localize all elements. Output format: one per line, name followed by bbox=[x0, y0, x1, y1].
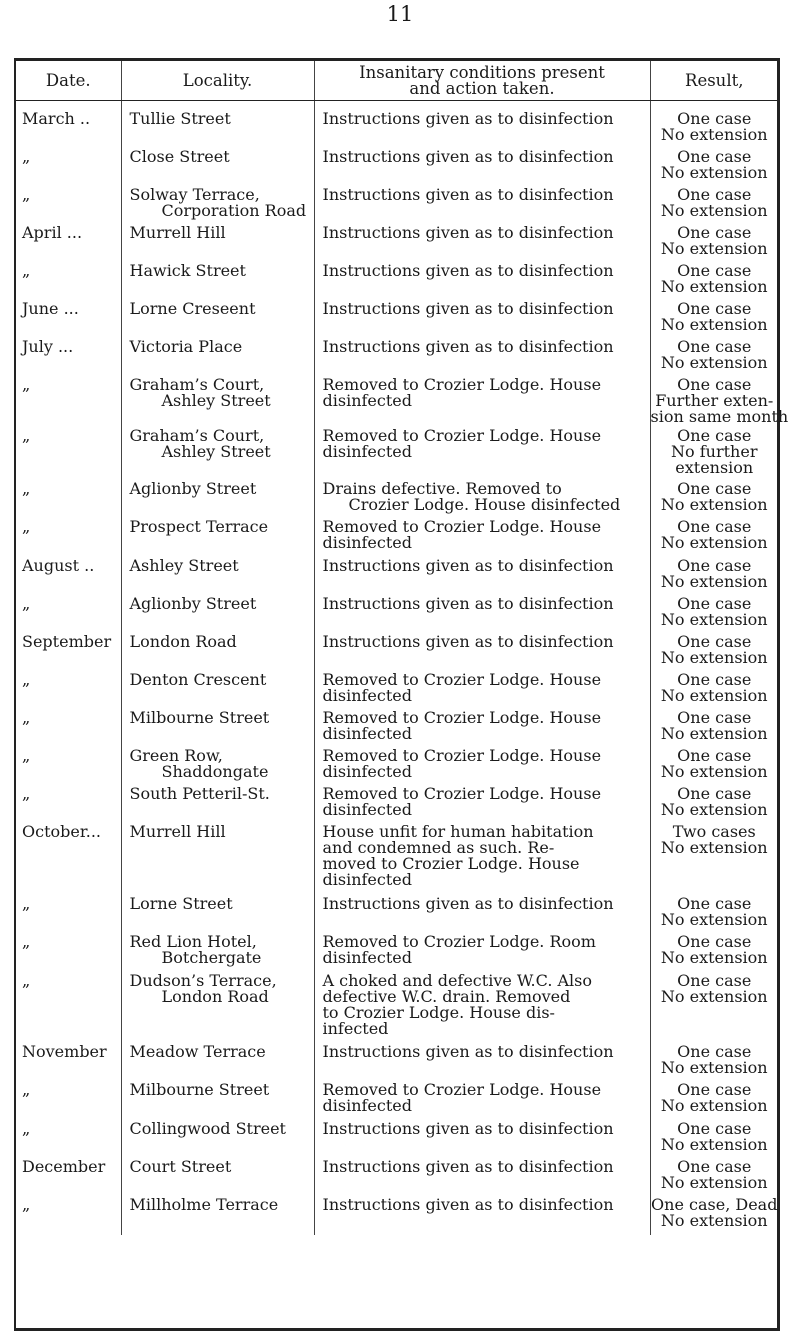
row-locality-line: Close Street bbox=[129, 146, 230, 166]
row-result bbox=[650, 516, 778, 558]
row-locality-line: Ashley Street bbox=[129, 555, 239, 575]
row-action-line: Instructions given as to disinfection bbox=[322, 222, 614, 242]
table-row bbox=[16, 377, 778, 428]
table-row bbox=[16, 101, 778, 149]
row-date: „ bbox=[22, 1194, 31, 1214]
table-row bbox=[16, 481, 778, 519]
row-action-line: Removed to Crozier Lodge. House bbox=[322, 745, 602, 765]
row-locality-line: Meadow Terrace bbox=[129, 1041, 266, 1061]
row-date: October... bbox=[22, 821, 101, 841]
row-date: „ bbox=[22, 893, 31, 913]
row-action bbox=[314, 555, 650, 596]
row-action-line: disinfected bbox=[322, 761, 412, 781]
row-locality bbox=[121, 516, 314, 558]
row-date: „ bbox=[22, 425, 31, 445]
row-action bbox=[314, 893, 650, 934]
row-result bbox=[650, 783, 778, 824]
table-row bbox=[16, 934, 778, 973]
row-locality bbox=[121, 707, 314, 748]
row-action-line: Instructions given as to disinfection bbox=[322, 1156, 614, 1176]
row-result-line: One case bbox=[677, 631, 752, 651]
row-result-line: One case bbox=[677, 593, 752, 613]
row-action-line: disinfected bbox=[322, 1095, 412, 1115]
row-result bbox=[650, 707, 778, 748]
row-locality-line: Botchergate bbox=[161, 947, 262, 967]
row-action-line: House unfit for human habitation bbox=[322, 821, 594, 841]
row-action-line: Instructions given as to disinfection bbox=[322, 555, 614, 575]
row-date: „ bbox=[22, 374, 31, 394]
row-action-line: to Crozier Lodge. House dis- bbox=[322, 1002, 555, 1022]
row-result-line: No extension bbox=[660, 1057, 768, 1077]
row-action-line: Crozier Lodge. House disinfected bbox=[348, 494, 621, 514]
row-result-line: One case bbox=[677, 555, 752, 575]
row-action-line: A choked and defective W.C. Also bbox=[322, 970, 592, 990]
row-action-line: infected bbox=[322, 1018, 389, 1038]
row-result-line: No extension bbox=[660, 1172, 768, 1192]
row-locality bbox=[121, 893, 314, 934]
row-action bbox=[314, 821, 650, 896]
row-result-line: No extension bbox=[660, 723, 768, 743]
row-action-line: defective W.C. drain. Removed bbox=[322, 986, 571, 1006]
row-result bbox=[650, 1194, 778, 1235]
row-locality-line: Murrell Hill bbox=[129, 222, 226, 242]
row-action bbox=[314, 631, 650, 672]
page-number: 11 bbox=[386, 2, 414, 26]
row-action bbox=[314, 669, 650, 710]
row-result bbox=[650, 1079, 778, 1121]
row-date: August .. bbox=[22, 555, 95, 575]
row-result-line: One case bbox=[677, 669, 752, 689]
row-result-line: No extension bbox=[660, 947, 768, 967]
row-result bbox=[650, 821, 778, 896]
table-row bbox=[16, 149, 778, 187]
row-locality-line: Milbourne Street bbox=[129, 707, 270, 727]
row-locality-line: Collingwood Street bbox=[129, 1118, 286, 1138]
row-result bbox=[650, 970, 778, 1044]
row-locality-line: Millholme Terrace bbox=[129, 1194, 279, 1214]
row-result-line: One case bbox=[677, 1156, 752, 1176]
row-action-line: Removed to Crozier Lodge. Room bbox=[322, 931, 596, 951]
table-row bbox=[16, 428, 778, 481]
header-conditions bbox=[314, 61, 650, 101]
row-locality-line: Graham’s Court, bbox=[129, 425, 265, 445]
row-result-line: No extension bbox=[660, 200, 768, 220]
table-row bbox=[16, 301, 778, 339]
row-locality-line: Graham’s Court, bbox=[129, 374, 265, 394]
row-result-line: One case bbox=[677, 783, 752, 803]
row-date: „ bbox=[22, 516, 31, 536]
table-row bbox=[16, 263, 778, 301]
row-result bbox=[650, 1156, 778, 1197]
row-locality-line: Aglionby Street bbox=[129, 478, 257, 498]
row-locality-line: Shaddongate bbox=[161, 761, 269, 781]
row-action-line: Drains defective. Removed to bbox=[322, 478, 562, 498]
header-conditions-line-1: Insanitary conditions present bbox=[359, 62, 605, 82]
row-action-line: Instructions given as to disinfection bbox=[322, 893, 614, 913]
row-date: July ... bbox=[22, 336, 74, 356]
table-row bbox=[16, 634, 778, 672]
row-result-line: No extension bbox=[660, 494, 768, 514]
row-action bbox=[314, 260, 650, 301]
row-action-line: disinfected bbox=[322, 532, 412, 552]
row-date: „ bbox=[22, 146, 31, 166]
row-result-line: Further exten- bbox=[655, 390, 774, 410]
row-date: „ bbox=[22, 970, 31, 990]
row-result bbox=[650, 1041, 778, 1082]
row-result-line: One case bbox=[677, 745, 752, 765]
row-result bbox=[650, 222, 778, 263]
row-locality bbox=[121, 1079, 314, 1121]
row-result-line: No extension bbox=[660, 162, 768, 182]
row-action-line: Instructions given as to disinfection bbox=[322, 1118, 614, 1138]
row-locality bbox=[121, 931, 314, 973]
row-date: March .. bbox=[22, 109, 91, 128]
row-action-line: disinfected bbox=[322, 947, 412, 967]
row-action-line: Instructions given as to disinfection bbox=[322, 184, 614, 204]
row-result-line: No extension bbox=[660, 1210, 768, 1230]
row-result bbox=[650, 931, 778, 973]
row-action bbox=[314, 745, 650, 786]
row-date: „ bbox=[22, 1079, 31, 1099]
row-result-line: No extension bbox=[660, 1134, 768, 1154]
row-action bbox=[314, 298, 650, 339]
row-result-line: No extension bbox=[660, 986, 768, 1006]
table-row bbox=[16, 672, 778, 710]
row-action bbox=[314, 707, 650, 748]
table-row bbox=[16, 558, 778, 596]
row-result bbox=[650, 631, 778, 672]
table-row bbox=[16, 786, 778, 824]
row-locality-line: Denton Crescent bbox=[129, 669, 267, 689]
row-action bbox=[314, 1041, 650, 1082]
row-result-line: No extension bbox=[660, 685, 768, 705]
row-result-line: One case bbox=[677, 707, 752, 727]
row-action-line: disinfected bbox=[322, 390, 412, 410]
row-result-line: No extension bbox=[660, 909, 768, 929]
row-locality-line: London Road bbox=[161, 986, 269, 1006]
row-result-line: No extension bbox=[660, 532, 768, 552]
row-action bbox=[314, 222, 650, 263]
row-result-line: One case bbox=[677, 222, 752, 242]
row-result-line: No extension bbox=[660, 238, 768, 258]
row-action-line: Removed to Crozier Lodge. House bbox=[322, 374, 602, 394]
row-action bbox=[314, 593, 650, 634]
row-locality bbox=[121, 821, 314, 896]
row-action bbox=[314, 184, 650, 225]
table-row bbox=[16, 1082, 778, 1121]
row-result-line: No extension bbox=[660, 761, 768, 781]
row-locality-line: Lorne Street bbox=[129, 893, 233, 913]
row-locality-line: Prospect Terrace bbox=[129, 516, 269, 536]
row-locality bbox=[121, 222, 314, 263]
table-row bbox=[16, 596, 778, 634]
row-result bbox=[650, 893, 778, 934]
table-row bbox=[16, 1044, 778, 1082]
table-body bbox=[16, 101, 789, 1235]
row-action bbox=[314, 336, 650, 377]
row-action-line: Instructions given as to disinfection bbox=[322, 146, 614, 166]
row-locality-line: Ashley Street bbox=[161, 390, 271, 410]
row-locality bbox=[121, 631, 314, 672]
row-locality bbox=[121, 260, 314, 301]
row-date: „ bbox=[22, 260, 31, 280]
row-result-line: One case bbox=[677, 970, 752, 990]
row-date: „ bbox=[22, 783, 31, 803]
table-row bbox=[16, 973, 778, 1044]
row-result-line: One case bbox=[677, 146, 752, 166]
row-date: „ bbox=[22, 184, 31, 204]
row-result bbox=[650, 745, 778, 786]
row-locality bbox=[121, 783, 314, 824]
row-locality bbox=[121, 669, 314, 710]
table-row bbox=[16, 748, 778, 786]
row-locality-line: Milbourne Street bbox=[129, 1079, 270, 1099]
row-result bbox=[650, 1118, 778, 1159]
row-date: April ... bbox=[22, 222, 83, 242]
table-row bbox=[16, 339, 778, 377]
row-date: September bbox=[22, 631, 112, 651]
row-locality bbox=[121, 298, 314, 339]
row-result-line: One case bbox=[677, 1118, 752, 1138]
row-result bbox=[650, 336, 778, 377]
header-row bbox=[16, 61, 778, 101]
row-action-line: and condemned as such. Re- bbox=[322, 837, 555, 857]
row-locality bbox=[121, 1156, 314, 1197]
header-locality: Locality. bbox=[121, 61, 314, 101]
table-row bbox=[16, 1121, 778, 1159]
row-locality bbox=[121, 1194, 314, 1235]
row-action bbox=[314, 374, 650, 428]
row-action bbox=[314, 931, 650, 973]
table-row bbox=[16, 710, 778, 748]
row-locality-line: Hawick Street bbox=[129, 260, 246, 280]
row-action-line: Instructions given as to disinfection bbox=[322, 593, 614, 613]
row-locality-line: Corporation Road bbox=[161, 200, 307, 220]
row-action-line: Instructions given as to disinfection bbox=[322, 298, 614, 318]
row-result-line: One case bbox=[677, 1079, 752, 1099]
row-locality-line: Ashley Street bbox=[161, 441, 271, 461]
row-locality bbox=[121, 101, 314, 149]
row-action bbox=[314, 146, 650, 187]
row-locality-line: Victoria Place bbox=[129, 336, 243, 356]
row-action-line: Instructions given as to disinfection bbox=[322, 631, 614, 651]
row-date: November bbox=[22, 1041, 107, 1061]
row-action-line: moved to Crozier Lodge. House bbox=[322, 853, 580, 873]
row-locality bbox=[121, 374, 314, 428]
row-locality-line: Dudson’s Terrace, bbox=[129, 970, 277, 990]
row-result bbox=[650, 298, 778, 339]
row-locality-line: Solway Terrace, bbox=[129, 184, 260, 204]
row-action-line: Instructions given as to disinfection bbox=[322, 336, 614, 356]
row-action-line: disinfected bbox=[322, 685, 412, 705]
row-locality-line: London Road bbox=[129, 631, 237, 651]
row-locality bbox=[121, 593, 314, 634]
row-action-line: Instructions given as to disinfection bbox=[322, 1194, 614, 1214]
row-action bbox=[314, 783, 650, 824]
row-result-line: One case bbox=[677, 893, 752, 913]
row-action-line: Instructions given as to disinfection bbox=[322, 109, 614, 128]
row-result-line: One case bbox=[677, 425, 752, 445]
row-result-line: No extension bbox=[660, 352, 768, 372]
row-locality bbox=[121, 184, 314, 225]
row-result-line: One case bbox=[677, 516, 752, 536]
row-result bbox=[650, 478, 778, 519]
row-locality-line: Murrell Hill bbox=[129, 821, 226, 841]
row-locality bbox=[121, 425, 314, 481]
row-result bbox=[650, 374, 789, 428]
table-row bbox=[16, 187, 778, 225]
row-result-line: sion same month bbox=[650, 406, 789, 426]
row-result-line: One case bbox=[677, 374, 752, 394]
row-locality bbox=[121, 555, 314, 596]
table-row bbox=[16, 519, 778, 558]
row-action-line: disinfected bbox=[322, 441, 412, 461]
row-result-line: One case bbox=[677, 260, 752, 280]
row-result-line: No extension bbox=[660, 276, 768, 296]
row-date: „ bbox=[22, 707, 31, 727]
row-result-line: One case, Dead bbox=[651, 1194, 778, 1214]
table-row bbox=[16, 824, 778, 896]
row-action-line: Removed to Crozier Lodge. House bbox=[322, 1079, 602, 1099]
row-locality bbox=[121, 970, 314, 1044]
row-result-line: No extension bbox=[660, 571, 768, 591]
row-locality bbox=[121, 1041, 314, 1082]
row-date: December bbox=[22, 1156, 106, 1176]
row-date: „ bbox=[22, 478, 31, 498]
row-action bbox=[314, 1079, 650, 1121]
row-action-line: disinfected bbox=[322, 869, 412, 889]
row-action-line: Instructions given as to disinfection bbox=[322, 1041, 614, 1061]
row-action-line: disinfected bbox=[322, 799, 412, 819]
table-row bbox=[16, 1197, 778, 1235]
row-action bbox=[314, 516, 650, 558]
row-result-line: One case bbox=[677, 478, 752, 498]
row-action-line: Instructions given as to disinfection bbox=[322, 260, 614, 280]
records-table bbox=[16, 61, 789, 1235]
row-locality bbox=[121, 745, 314, 786]
row-locality bbox=[121, 1118, 314, 1159]
row-result-line: One case bbox=[677, 336, 752, 356]
row-result-line: One case bbox=[677, 931, 752, 951]
row-result-line: No extension bbox=[660, 1095, 768, 1115]
row-date: „ bbox=[22, 669, 31, 689]
row-action-line: Removed to Crozier Lodge. House bbox=[322, 425, 602, 445]
row-locality bbox=[121, 478, 314, 519]
row-action bbox=[314, 425, 650, 481]
table-row bbox=[16, 225, 778, 263]
row-result bbox=[650, 260, 778, 301]
row-result bbox=[650, 425, 778, 481]
row-locality-line: Green Row, bbox=[129, 745, 223, 765]
insanitary-conditions-table bbox=[14, 58, 789, 1331]
row-date: „ bbox=[22, 593, 31, 613]
row-result-line: No extension bbox=[660, 837, 768, 857]
row-result bbox=[650, 555, 778, 596]
row-action bbox=[314, 101, 650, 149]
row-result-line: Two cases bbox=[672, 821, 756, 841]
row-action-line: Removed to Crozier Lodge. House bbox=[322, 669, 602, 689]
row-result-line: extension bbox=[675, 457, 754, 477]
row-locality bbox=[121, 336, 314, 377]
row-locality-line: South Petteril-St. bbox=[129, 783, 270, 803]
row-result-line: No extension bbox=[660, 799, 768, 819]
row-date: „ bbox=[22, 1118, 31, 1138]
header-date: Date. bbox=[16, 61, 121, 101]
row-locality-line: Red Lion Hotel, bbox=[129, 931, 257, 951]
row-result-line: One case bbox=[677, 298, 752, 318]
row-result bbox=[650, 593, 778, 634]
row-result-line: No extension bbox=[660, 125, 768, 144]
row-locality-line: Aglionby Street bbox=[129, 593, 257, 613]
header-result: Result, bbox=[650, 61, 778, 101]
row-locality bbox=[121, 146, 314, 187]
row-date: „ bbox=[22, 931, 31, 951]
table-row bbox=[16, 896, 778, 934]
row-result-line: No further bbox=[671, 441, 758, 461]
row-result-line: No extension bbox=[660, 314, 768, 334]
row-action bbox=[314, 970, 650, 1044]
row-action-line: Removed to Crozier Lodge. House bbox=[322, 707, 602, 727]
row-result-line: One case bbox=[677, 1041, 752, 1061]
row-result-line: One case bbox=[677, 109, 752, 128]
row-result-line: No extension bbox=[660, 609, 768, 629]
row-action bbox=[314, 1118, 650, 1159]
row-result bbox=[650, 669, 778, 710]
row-date: „ bbox=[22, 745, 31, 765]
row-result-line: One case bbox=[677, 184, 752, 204]
row-action bbox=[314, 1194, 650, 1235]
row-action-line: disinfected bbox=[322, 723, 412, 743]
header-conditions-line-2: and action taken. bbox=[409, 78, 555, 98]
row-locality-line: Court Street bbox=[129, 1156, 232, 1176]
row-result-line: No extension bbox=[660, 647, 768, 667]
row-action-line: Removed to Crozier Lodge. House bbox=[322, 516, 602, 536]
row-action bbox=[314, 478, 650, 519]
table-row bbox=[16, 1159, 778, 1197]
row-date: June ... bbox=[22, 298, 79, 318]
row-locality-line: Lorne Creseent bbox=[129, 298, 256, 318]
row-action-line: Removed to Crozier Lodge. House bbox=[322, 783, 602, 803]
row-result bbox=[650, 101, 778, 149]
row-locality-line: Tullie Street bbox=[129, 109, 231, 128]
row-result bbox=[650, 184, 778, 225]
row-action bbox=[314, 1156, 650, 1197]
row-result bbox=[650, 146, 778, 187]
